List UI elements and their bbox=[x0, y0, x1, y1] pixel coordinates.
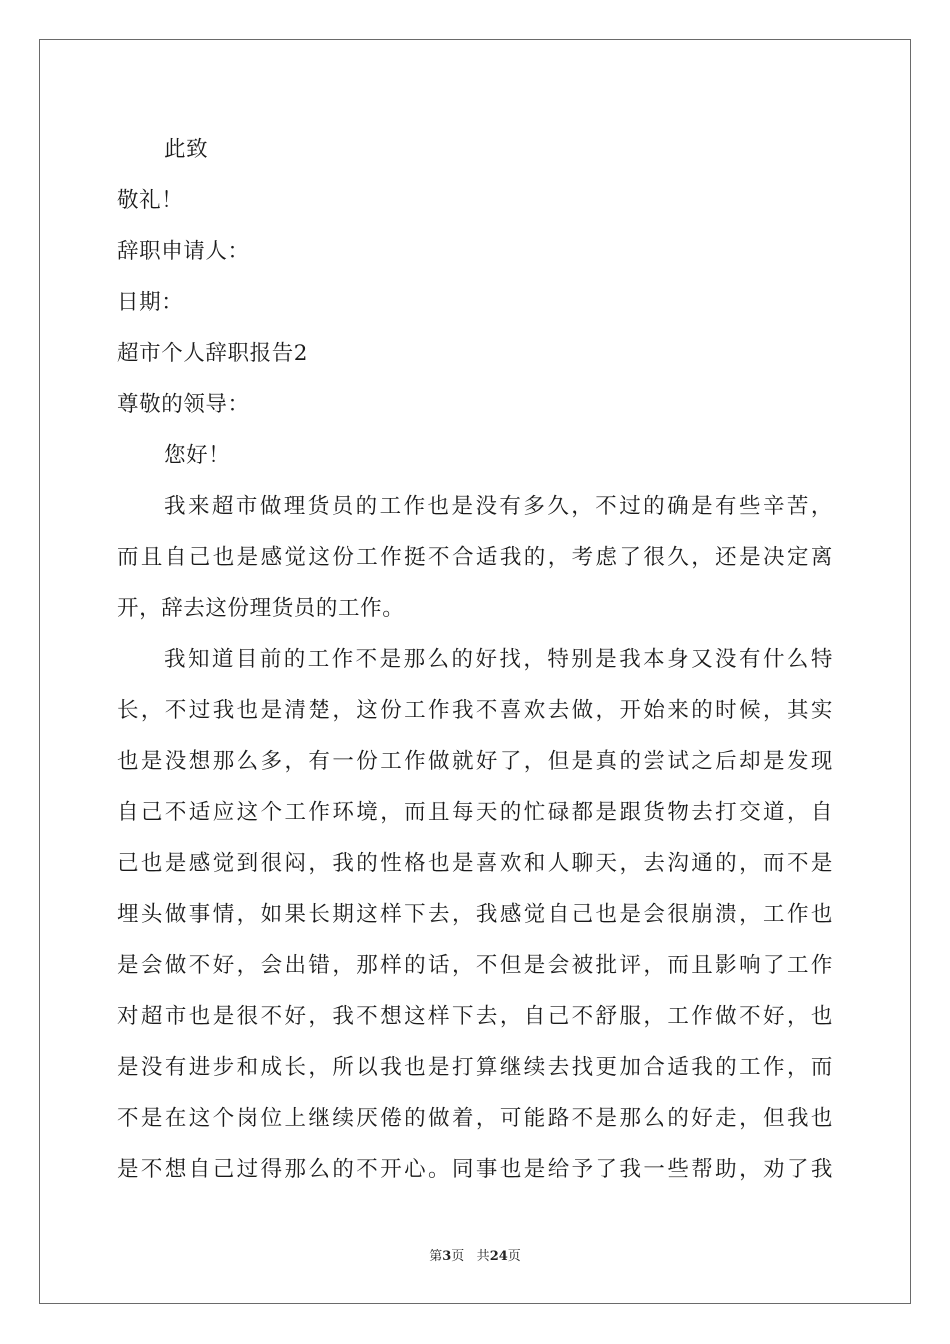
text-line: 超市个人辞职报告2 bbox=[117, 341, 309, 366]
text-line: 长，不过我也是清楚，这份工作我不喜欢去做，开始来的时候，其实 bbox=[117, 698, 833, 723]
text-line: 此致 bbox=[164, 137, 209, 162]
text-line: 是不想自己过得那么的不开心。同事也是给予了我一些帮助，劝了我 bbox=[117, 1157, 833, 1182]
text-line: 日期： bbox=[117, 290, 184, 315]
page-footer bbox=[0, 1248, 950, 1266]
text-line: 我知道目前的工作不是那么的好找，特别是我本身又没有什么特 bbox=[164, 647, 833, 672]
text-line: 辞职申请人： bbox=[117, 239, 250, 264]
text-line: 对超市也是很不好，我不想这样下去，自己不舒服，工作做不好，也 bbox=[117, 1004, 833, 1029]
text-line: 是会做不好，会出错，那样的话，不但是会被批评，而且影响了工作 bbox=[117, 953, 833, 978]
text-line: 埋头做事情，如果长期这样下去，我感觉自己也是会很崩溃，工作也 bbox=[117, 902, 833, 927]
text-line: 您好！ bbox=[164, 443, 231, 468]
text-line: 尊敬的领导： bbox=[117, 392, 250, 417]
text-line: 自己不适应这个工作环境，而且每天的忙碌都是跟货物去打交道，自 bbox=[117, 800, 833, 825]
text-line: 己也是感觉到很闷，我的性格也是喜欢和人聊天，去沟通的，而不是 bbox=[117, 851, 833, 876]
text-line: 我来超市做理货员的工作也是没有多久，不过的确是有些辛苦， bbox=[164, 494, 833, 519]
text-line: 开，辞去这份理货员的工作。 bbox=[117, 596, 405, 621]
text-line: 不是在这个岗位上继续厌倦的做着，可能路不是那么的好走，但我也 bbox=[117, 1106, 833, 1131]
document-body bbox=[117, 124, 833, 1195]
text-line: 是没有进步和成长，所以我也是打算继续去找更加合适我的工作，而 bbox=[117, 1055, 833, 1080]
footer-page-prefix: 第 bbox=[429, 1249, 443, 1264]
text-line: 也是没想那么多，有一份工作做就好了，但是真的尝试之后却是发现 bbox=[117, 749, 833, 774]
text-line: 敬礼！ bbox=[117, 188, 184, 213]
footer-page-number: 3 bbox=[442, 1249, 452, 1264]
footer-page-suffix: 页 bbox=[451, 1249, 465, 1264]
footer-total-pages: 24 bbox=[489, 1249, 508, 1264]
footer-total-prefix: 共 bbox=[476, 1249, 490, 1264]
text-line: 而且自己也是感觉这份工作挺不合适我的，考虑了很久，还是决定离 bbox=[117, 545, 833, 570]
footer-total-suffix: 页 bbox=[507, 1249, 521, 1264]
